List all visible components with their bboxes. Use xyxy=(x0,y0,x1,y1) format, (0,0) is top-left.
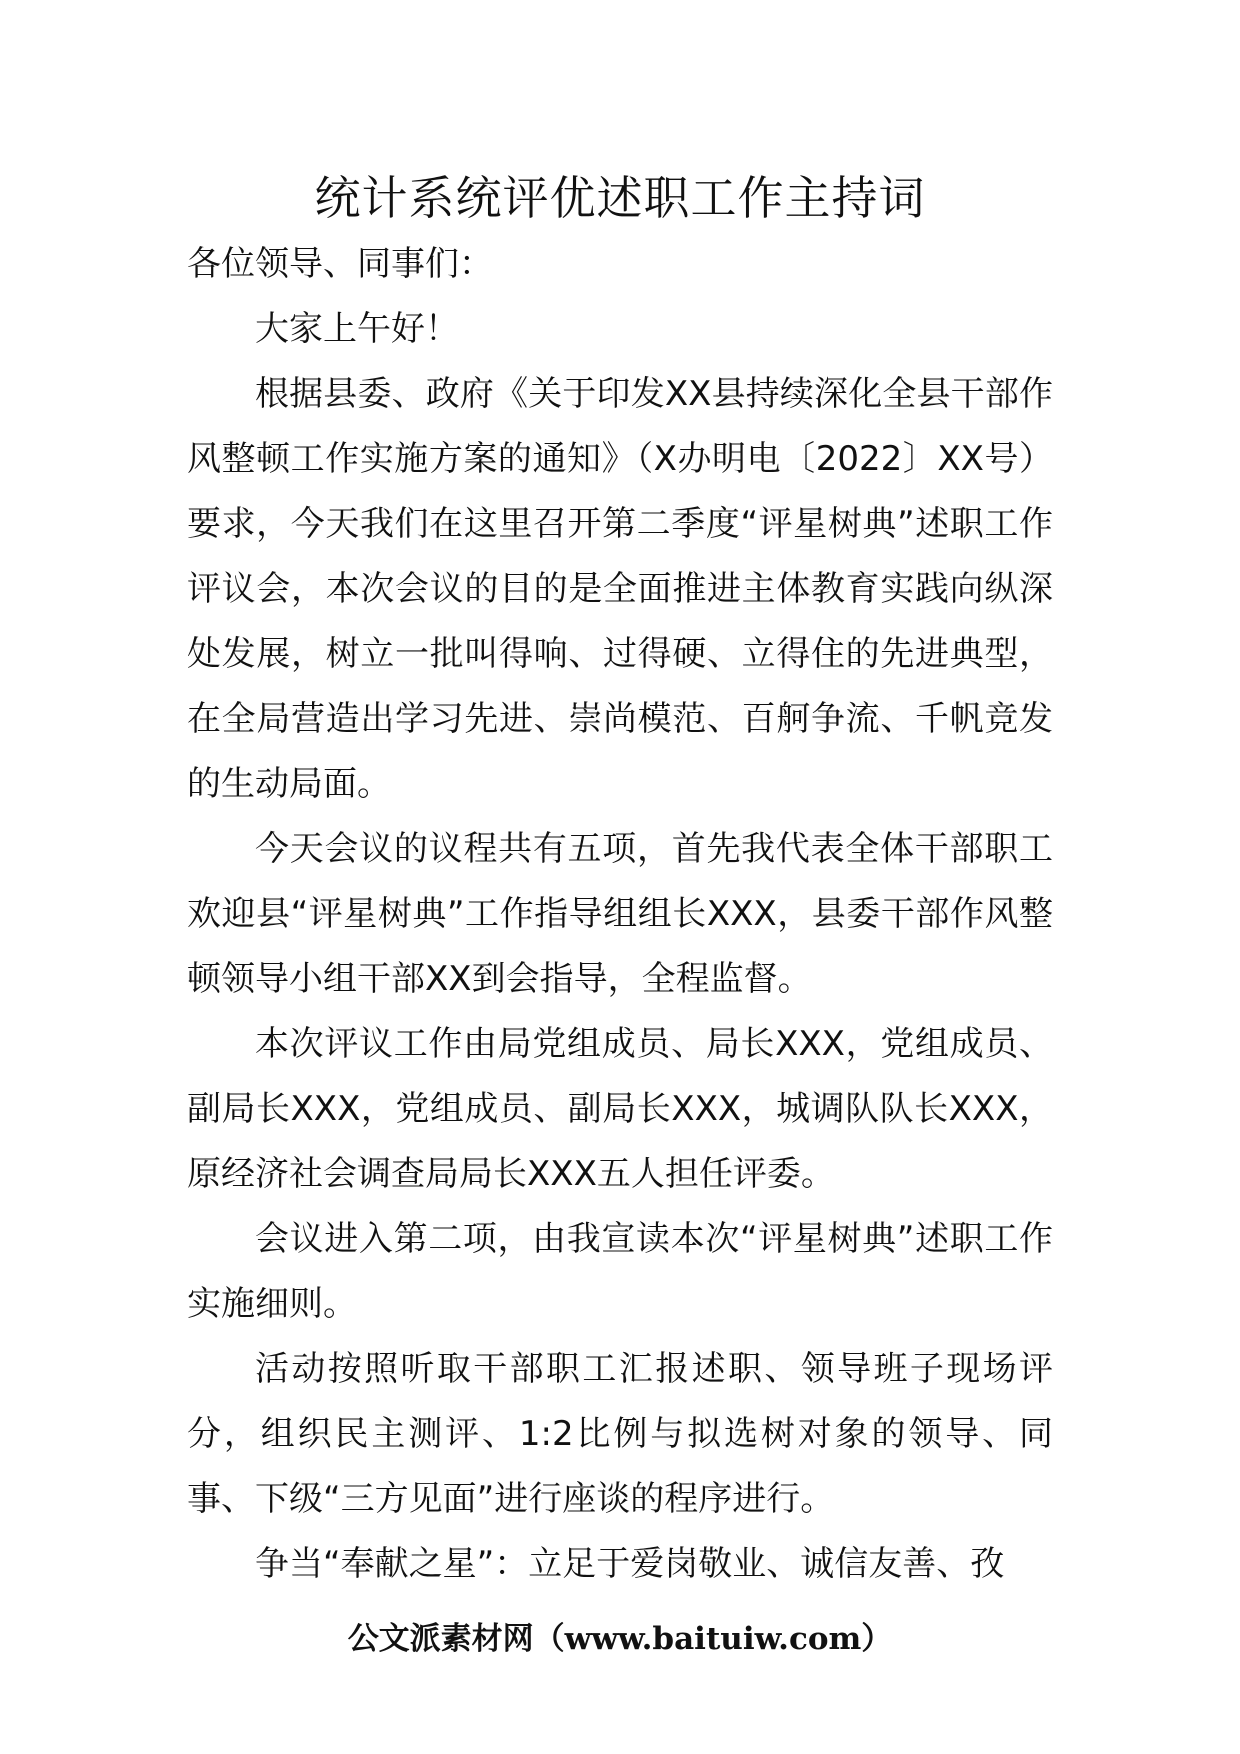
paragraph-agenda: 今天会议的议程共有五项，首先我代表全体干部职工欢迎县“评星树典”工作指导组组长XXX，县委干部作风整顿领导小组干部XX到会指导，全程监督。 xyxy=(187,829,1053,999)
paragraph-judges: 本次评议工作由局党组成员、局长XXX，党组成员、副局长XXX，党组成员、副局长XXX，城调队队长XXX，原经济社会调查局局长XXX五人担任评委。 xyxy=(187,1024,1053,1194)
paragraph-dedication-star: 争当“奉献之星”：立足于爱岗敬业、诚信友善、孜 xyxy=(255,1544,1005,1584)
paragraph-greeting: 大家上午好！ xyxy=(255,309,459,349)
footer-watermark: 公文派素材网（www.baituiw.com） xyxy=(347,1621,893,1657)
salutation: 各位领导、同事们： xyxy=(187,244,493,284)
paragraph-second-item: 会议进入第二项，由我宣读本次“评星树典”述职工作实施细则。 xyxy=(187,1219,1053,1324)
paragraph-background: 根据县委、政府《关于印发XX县持续深化全县干部作风整顿工作实施方案的通知》（X办明电〔2022〕XX号）要求，今天我们在这里召开第二季度“评星树典”述职工作评议会，本次会议的目的是全面推进主体教育实践向纵深处发展，树立一批叫得响、过得硬、立得住的先进典型，在全局营造出学习先进、崇尚模范、百舸争流、千帆竞发的生动局面。 xyxy=(187,374,1053,804)
document-body xyxy=(187,232,1053,1597)
paragraph-procedure: 活动按照听取干部职工汇报述职、领导班子现场评分，组织民主测评、1:2比例与拟选树对象的领导、同事、下级“三方见面”进行座谈的程序进行。 xyxy=(187,1349,1053,1519)
page-title: 统计系统评优述职工作主持词 xyxy=(314,171,926,225)
